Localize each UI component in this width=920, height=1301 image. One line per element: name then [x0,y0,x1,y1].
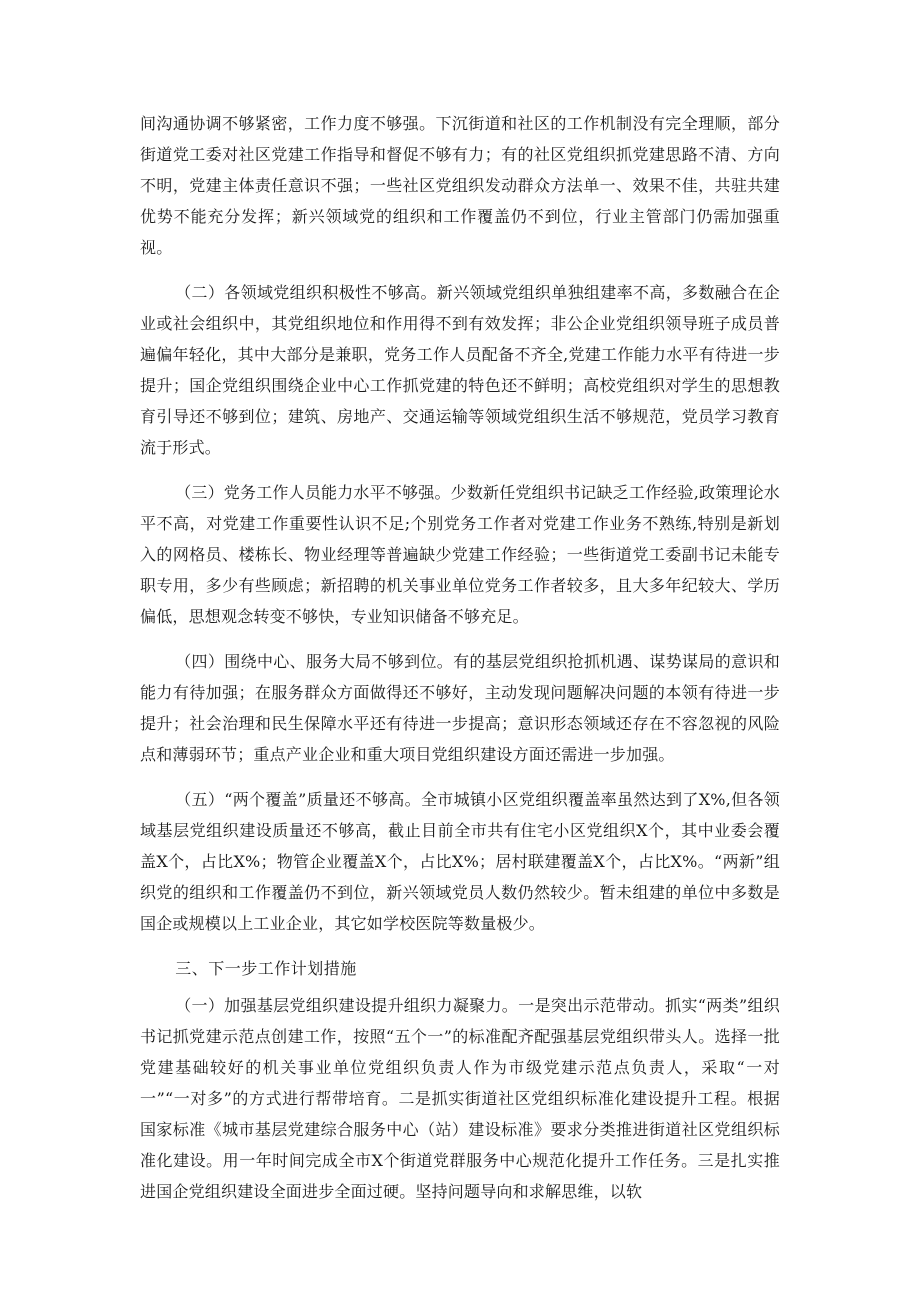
document-page [140,108,780,1221]
paragraph-party-organization-enthusiasm: （二）各领域党组织积极性不够高。新兴领域党组织单独组建率不高，多数融合在企业或社会组织中，其党组织地位和作用得不到有效发挥；非公企业党组织领导班子成员普遍偏年轻化，其中大部分是兼职，党务工作人员配备不齐全,党建工作能力水平有待进一步提升；国企党组织围绕企业中心工作抓党建的特色还不鲜明；高校党组织对学生的思想教育引导还不够到位；建筑、房地产、交通运输等领域党组织生活不够规范，党员学习教育流于形式。 [140,283,780,457]
paragraph-serving-overall-situation: （四）围绕中心、服务大局不够到位。有的基层党组织抢抓机遇、谋势谋局的意识和能力有待加强；在服务群众方面做得还不够好，主动发现问题解决问题的本领有待进一步提升；社会治理和民生保障水平还有待进一步提高；意识形态领域还存在不容忽视的风险点和薄弱环节；重点产业企业和重大项目党组织建设方面还需进一步加强。 [140,652,780,764]
section-heading: 三、下一步工作计划措施 [175,959,357,978]
paragraph-strengthen-grassroots: （一）加强基层党组织建设提升组织力凝聚力。一是突出示范带动。抓实“两类”组织书记抓党建示范点创建工作，按照“五个一”的标准配齐配强基层党组织带头人。选择一批党建基础较好的机关事业单位党组织负责人作为市级党建示范点负责人，采取“一对一”“一对多”的方式进行帮带培育。二是抓实街道社区党组织标准化建设提升工程。根据国家标准《城市基层党建综合服务中心（站）建设标准》要求分类推进街道社区党组织标准化建设。用一年时间完成全市X个街道党群服务中心规范化提升工作任务。三是扎实推进国企党组织建设全面进步全面过硬。坚持问题导向和求解思维，以软 [140,996,780,1201]
paragraph-two-coverages: （五）“两个覆盖”质量还不够高。全市城镇小区党组织覆盖率虽然达到了X%,但各领域基层党组织建设质量还不够高，截止目前全市共有住宅小区党组织X个，其中业委会覆盖X个，占比X%；物管企业覆盖X个，占比X%；居村联建覆盖X个，占比X%。“两新”组织党的组织和工作覆盖仍不到位，新兴领域党员人数仍然较少。暂未组建的单位中多数是国企或规模以上工业企业，其它如学校医院等数量极少。 [140,790,780,933]
paragraph-staff-capability: （三）党务工作人员能力水平不够强。少数新任党组织书记缺乏工作经验,政策理论水平不高，对党建工作重要性认识不足;个别党务工作者对党建工作业务不熟练,特别是新划入的网格员、楼栋长、物业经理等普遍缺少党建工作经验；一些街道党工委副书记未能专职专用，多少有些顾虑；新招聘的机关事业单位党务工作者较多，且大多年纪较大、学历偏低，思想观念转变不够快，专业知识储备不够充足。 [140,483,780,626]
paragraph-continuation: 间沟通协调不够紧密，工作力度不够强。下沉街道和社区的工作机制没有完全理顺，部分街道党工委对社区党建工作指导和督促不够有力；有的社区党组织抓党建思路不清、方向不明，党建主体责任意识不强；一些社区党组织发动群众方法单一、效果不佳，共驻共建优势不能充分发挥；新兴领域党的组织和工作覆盖仍不到位，行业主管部门仍需加强重视。 [140,114,780,257]
